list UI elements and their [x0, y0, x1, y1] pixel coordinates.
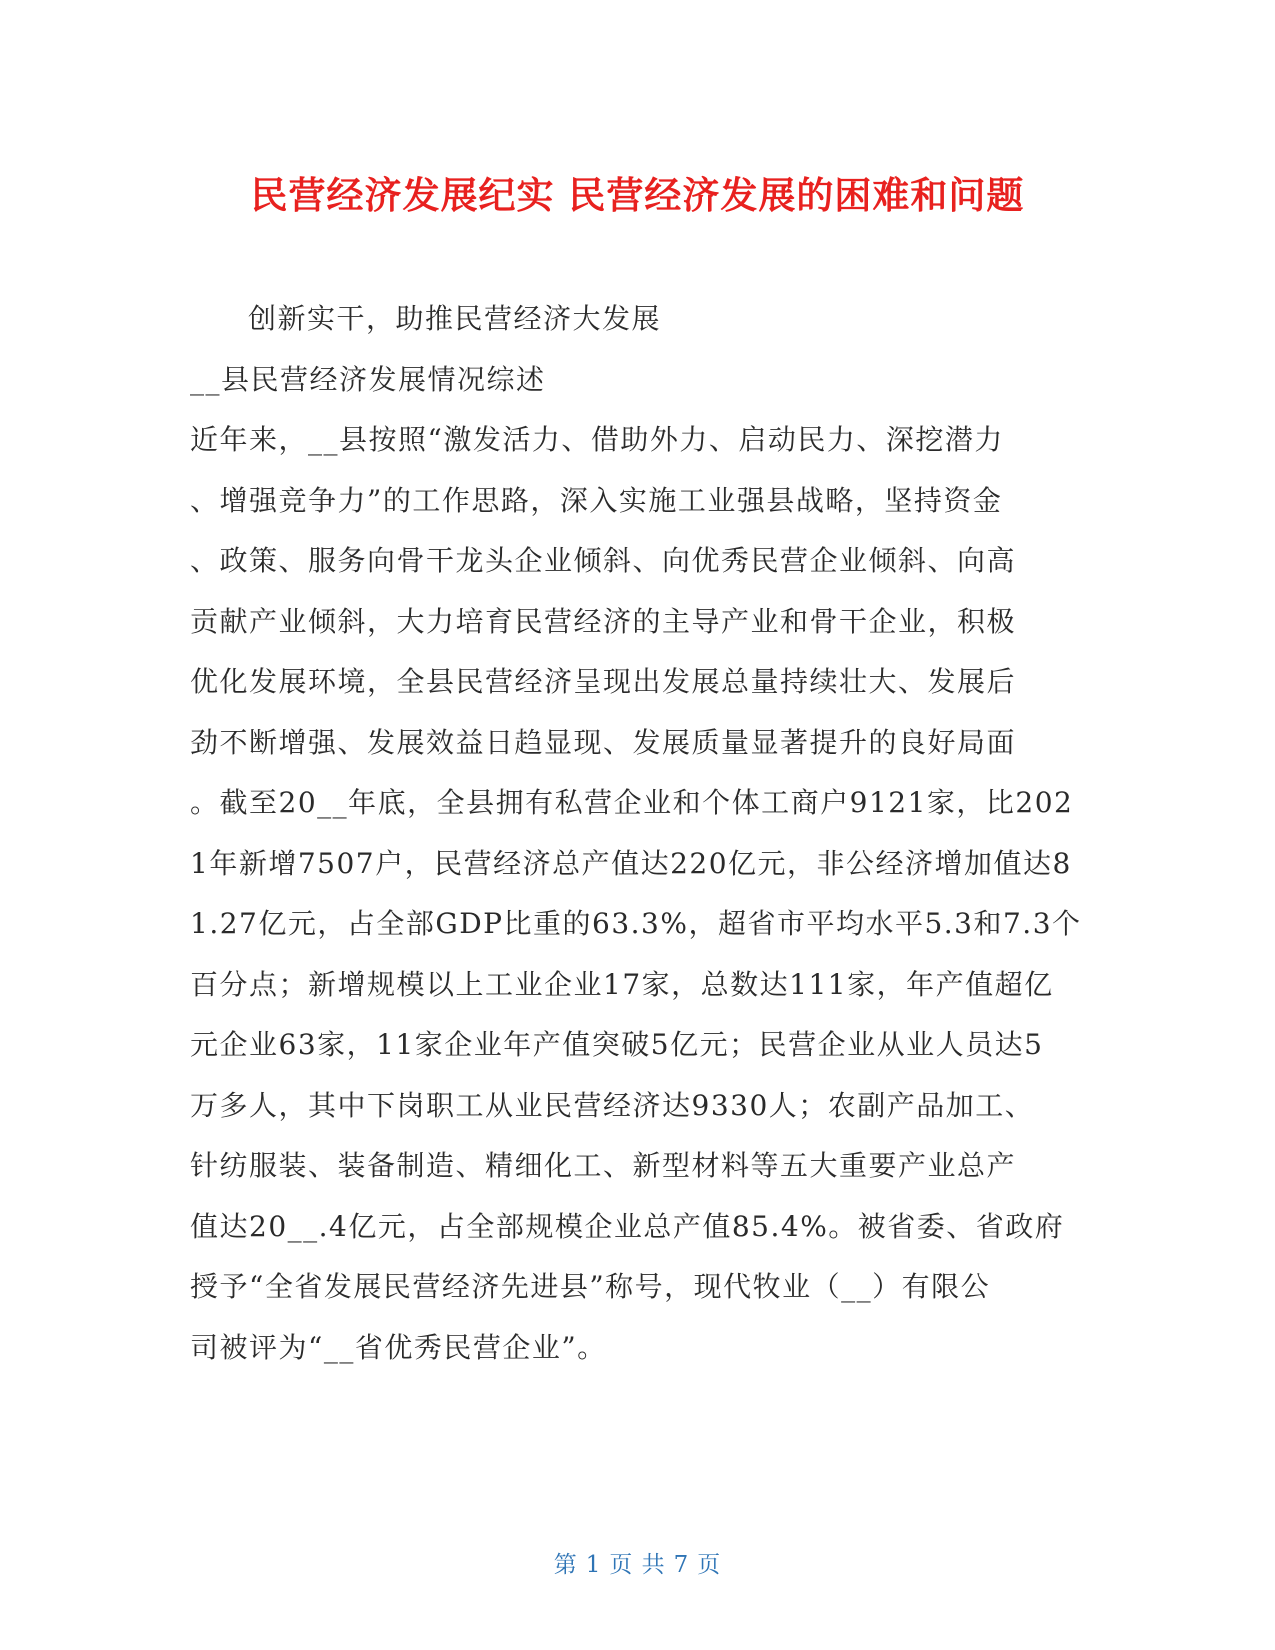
page-footer: [0, 1546, 1275, 1579]
paragraph-line: 、增强竞争力”的工作思路，深入实施工业强县战略，坚持资金: [190, 483, 1003, 517]
paragraph-line: 授予“全省发展民营经济先进县”称号，现代牧业（__）有限公: [190, 1270, 991, 1303]
document-body: [190, 289, 1080, 1378]
paragraph-line: 。截至20__年底，全县拥有私营企业和个体工商户9121家，比202: [190, 786, 1074, 819]
page-label-mid: 页 共: [609, 1552, 666, 1578]
paragraph-line: 元企业63家，11家企业年产值突破5亿元；民营企业从业人员达5: [190, 1028, 1044, 1061]
paragraph-line: 近年来，__县按照“激发活力、借助外力、启动民力、深挖潜力: [190, 423, 1004, 456]
paragraph-line: 值达20__.4亿元，占全部规模企业总产值85.4%。被省委、省政府: [190, 1209, 1065, 1243]
document-title: 民营经济发展纪实 民营经济发展的困难和问题: [250, 174, 1025, 217]
subtitle: 创新实干，助推民营经济大发展: [248, 302, 662, 335]
paragraph: [190, 410, 1080, 1378]
current-page-number: 1: [585, 1552, 602, 1578]
paragraph-line: 司被评为“__省优秀民营企业”。: [190, 1330, 607, 1364]
paragraph-line: 1.27亿元，占全部GDP比重的63.3%，超省市平均水平5.3和7.3个: [190, 907, 1082, 940]
section-heading: __县民营经济发展情况综述: [190, 362, 546, 396]
paragraph-line: 1年新增7507户，民营经济总产值达220亿元，非公经济增加值达8: [190, 846, 1072, 880]
page-label-prefix: 第: [553, 1552, 578, 1578]
page-label-suffix: 页: [697, 1552, 722, 1578]
total-pages-number: 7: [673, 1552, 690, 1578]
paragraph-line: 、政策、服务向骨干龙头企业倾斜、向优秀民营企业倾斜、向高: [190, 544, 1017, 577]
paragraph-line: 优化发展环境，全县民营经济呈现出发展总量持续壮大、发展后: [190, 665, 1017, 698]
paragraph-line: 百分点；新增规模以上工业企业17家，总数达111家，年产值超亿: [190, 967, 1054, 1001]
paragraph-line: 针纺服装、装备制造、精细化工、新型材料等五大重要产业总产: [190, 1149, 1017, 1182]
paragraph-line: 万多人，其中下岗职工从业民营经济达9330人；农副产品加工、: [190, 1088, 1035, 1122]
paragraph-line: 贡献产业倾斜，大力培育民营经济的主导产业和骨干企业，积极: [190, 604, 1017, 638]
paragraph-line: 劲不断增强、发展效益日趋显现、发展质量显著提升的良好局面: [190, 725, 1017, 759]
